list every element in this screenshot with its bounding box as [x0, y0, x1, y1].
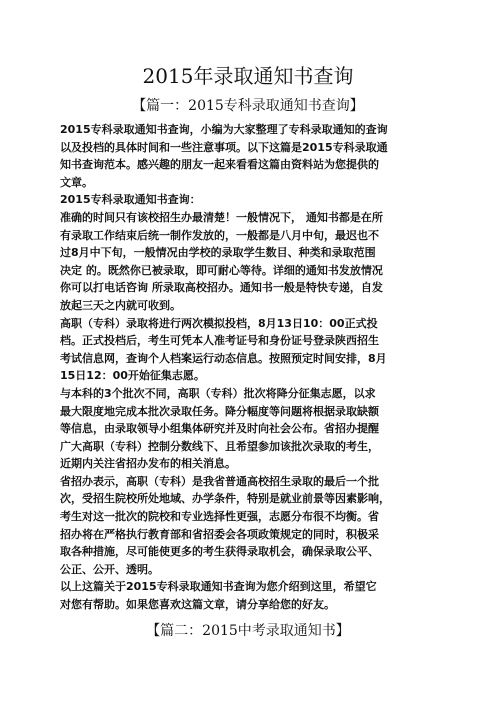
paragraph-timing	[60, 209, 436, 315]
text-line: 以及投档的具体时间和一些注意事项。以下这篇是2015专科录取通	[60, 140, 388, 154]
text-line: 考生对这一批次的院校和专业选择性更强，志愿分布很不均衡。省	[60, 510, 379, 524]
paragraph-schedule	[60, 315, 436, 385]
text-line: 近期内关注省招办发布的相关消息。	[60, 457, 236, 471]
text-line: 与本科的3个批次不同，高职（专科）批次将降分征集志愿，以求	[60, 386, 376, 400]
text-line: 以上这篇关于2015专科录取通知书查询为您介绍到这里，希望它	[60, 580, 377, 594]
text-line: 次，受招生院校所处地域、办学条件，特别是就业前景等因素影响，	[60, 492, 390, 506]
document-title: 2015年录取通知书查询	[142, 64, 354, 88]
paragraph-batches	[60, 385, 436, 473]
text-line: 招办将在严格执行教育部和省招委会各项政策规定的同时，积极采	[60, 527, 379, 541]
text-line: 考试信息网，查询个人档案运行动态信息。按照预定时间安排，8月	[60, 351, 387, 365]
text-line: 2015专科录取通知书查询：	[60, 193, 201, 207]
paragraph-subheading	[60, 191, 436, 209]
text-line: 准确的时间只有该校招生办最清楚！一般情况下， 通知书都是在所	[60, 210, 383, 224]
paragraph-office-statement	[60, 473, 436, 579]
text-line: 文章。	[60, 175, 93, 189]
text-line: 你可以打电话咨询 所录取高校招办。通知书一般是特快专递，自发	[60, 281, 383, 295]
text-line: 档。正式投档后，考生可凭本人准考证号和身份证号登录陕西招生	[60, 334, 379, 348]
text-line: 公正、公开、透明。	[60, 562, 159, 576]
document-body	[60, 121, 436, 614]
text-line: 对您有帮助。如果您喜欢这篇文章，请分享给您的好友。	[60, 598, 335, 612]
text-line: 决定 的。既然你已被录取，即可耐心等待。详细的通知书发放情况	[60, 263, 383, 277]
text-line: 过8月中下旬，一般情况由学校的录取学生数目、种类和录取范围	[60, 246, 376, 260]
text-line: 放起三天之内就可收到。	[60, 298, 181, 312]
text-line: 等信息，由录取领导小组集体研究并及时向社会公布。省招办提醒	[60, 422, 379, 436]
text-line: 高职（专科）录取将进行两次模拟投档，8月13日10：00正式投	[60, 316, 378, 330]
text-line: 最大限度地完成本批次录取任务。降分幅度等问题将根据录取缺额	[60, 404, 379, 418]
text-line: 取各种措施，尽可能使更多的考生获得录取机会，确保录取公平、	[60, 545, 379, 559]
text-line: 2015专科录取通知书查询，小编为大家整理了专科录取通知的查询	[60, 123, 388, 136]
paragraph-closing	[60, 578, 436, 613]
text-line: 15日12：00开始征集志愿。	[60, 369, 205, 383]
section-heading-2: 【篇二：2015中考录取通知书】	[146, 622, 350, 639]
text-line: 省招办表示，高职（专科）是我省普通高校招生录取的最后一个批	[60, 474, 379, 488]
section-heading-1: 【篇一：2015专科录取通知书查询】	[132, 98, 364, 114]
text-line: 广大高职（专科）控制分数线下、且希望参加该批次录取的考生，	[60, 439, 379, 453]
paragraph-intro	[60, 121, 436, 191]
text-line: 知书查询范本。感兴趣的朋友一起来看看这篇由资料站为您提供的	[60, 158, 379, 172]
text-line: 有录取工作结束后统一制作发放的，一般都是八月中旬，最迟也不	[60, 228, 379, 242]
